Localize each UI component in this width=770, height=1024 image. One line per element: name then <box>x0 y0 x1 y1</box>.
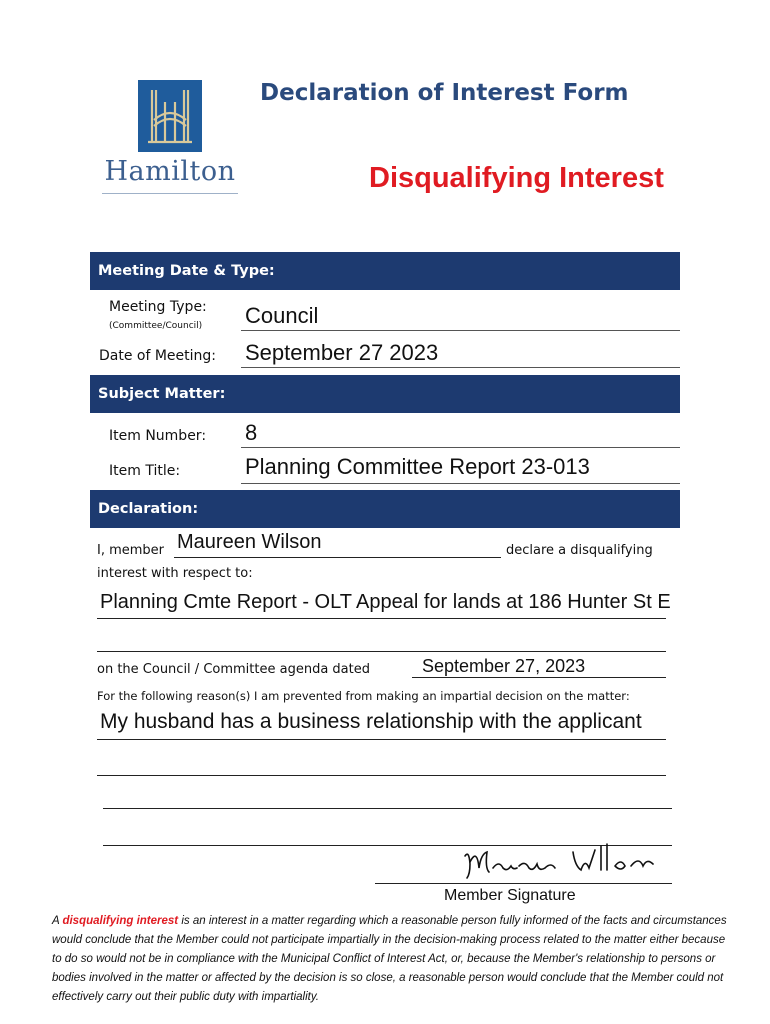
section-header-meeting: Meeting Date & Type: <box>90 252 680 290</box>
signature-caption: Member Signature <box>444 887 576 904</box>
agenda-prefix: on the Council / Committee agenda dated <box>97 662 370 677</box>
matter-underline-1 <box>97 618 666 619</box>
form-subtitle: Disqualifying Interest <box>369 162 664 194</box>
hamilton-logo <box>96 78 244 196</box>
footnote-text: is an interest in a matter regarding which a reasonable person fully informed of the facts and circumstances would conclude that the Member could not participate impartially in the decision-making process related to the matter either because to do so would not be in compliance with the Municipal Conflict of Interest Act, or, because the Member's relationship to persons or bodies involved in the matter or affected by the decision is so close, a reasonable person would conclude that the Member could not effectively carry out their public duty with impartiality. <box>52 915 727 1003</box>
member-suffix: declare a disqualifying <box>506 543 653 558</box>
item-number-label: Item Number: <box>109 428 207 444</box>
city-hall-emblem-icon <box>138 80 202 152</box>
interest-line: interest with respect to: <box>97 566 253 581</box>
logo-wordmark: Hamilton <box>104 156 236 187</box>
reason-underline-2 <box>97 775 666 776</box>
agenda-date-underline <box>412 677 666 678</box>
member-prefix: I, member <box>97 543 165 558</box>
footnote <box>52 912 732 1007</box>
meeting-type-hint: (Committee/Council) <box>109 321 203 331</box>
footnote-term: disqualifying interest <box>62 915 179 927</box>
meeting-date-label: Date of Meeting: <box>99 348 217 364</box>
logo-rule <box>102 193 238 194</box>
item-number-field[interactable]: 8 <box>245 420 258 445</box>
item-title-field[interactable]: Planning Committee Report 23-013 <box>245 454 590 479</box>
reason-underline-3 <box>103 808 672 809</box>
reason-underline-1 <box>97 739 666 740</box>
agenda-date-field[interactable]: September 27, 2023 <box>422 656 586 676</box>
matter-underline-2 <box>97 651 666 652</box>
meeting-date-underline <box>241 367 680 368</box>
section-header-subject: Subject Matter: <box>90 375 680 413</box>
meeting-type-underline <box>241 330 680 331</box>
signature-underline <box>375 883 672 884</box>
item-number-underline <box>241 447 680 448</box>
reason-header: For the following reason(s) I am prevented from making an impartial decision on the matter: <box>97 689 630 703</box>
item-title-underline <box>241 483 680 484</box>
meeting-date-field[interactable]: September 27 2023 <box>245 340 439 365</box>
section-header-declaration: Declaration: <box>90 490 680 528</box>
signature-icon <box>455 842 665 884</box>
matter-field[interactable]: Planning Cmte Report - OLT Appeal for lands at 186 Hunter St E <box>100 591 671 613</box>
meeting-type-field[interactable]: Council <box>245 303 319 328</box>
reason-field[interactable]: My husband has a business relationship with the applicant <box>100 710 642 733</box>
item-title-label: Item Title: <box>109 463 181 479</box>
form-title: Declaration of Interest Form <box>260 80 629 106</box>
member-name-field[interactable]: Maureen Wilson <box>177 531 322 553</box>
meeting-type-label: Meeting Type: <box>109 299 207 315</box>
footnote-lead: A <box>52 915 60 927</box>
member-signature[interactable] <box>455 842 665 884</box>
member-name-underline <box>174 557 501 558</box>
